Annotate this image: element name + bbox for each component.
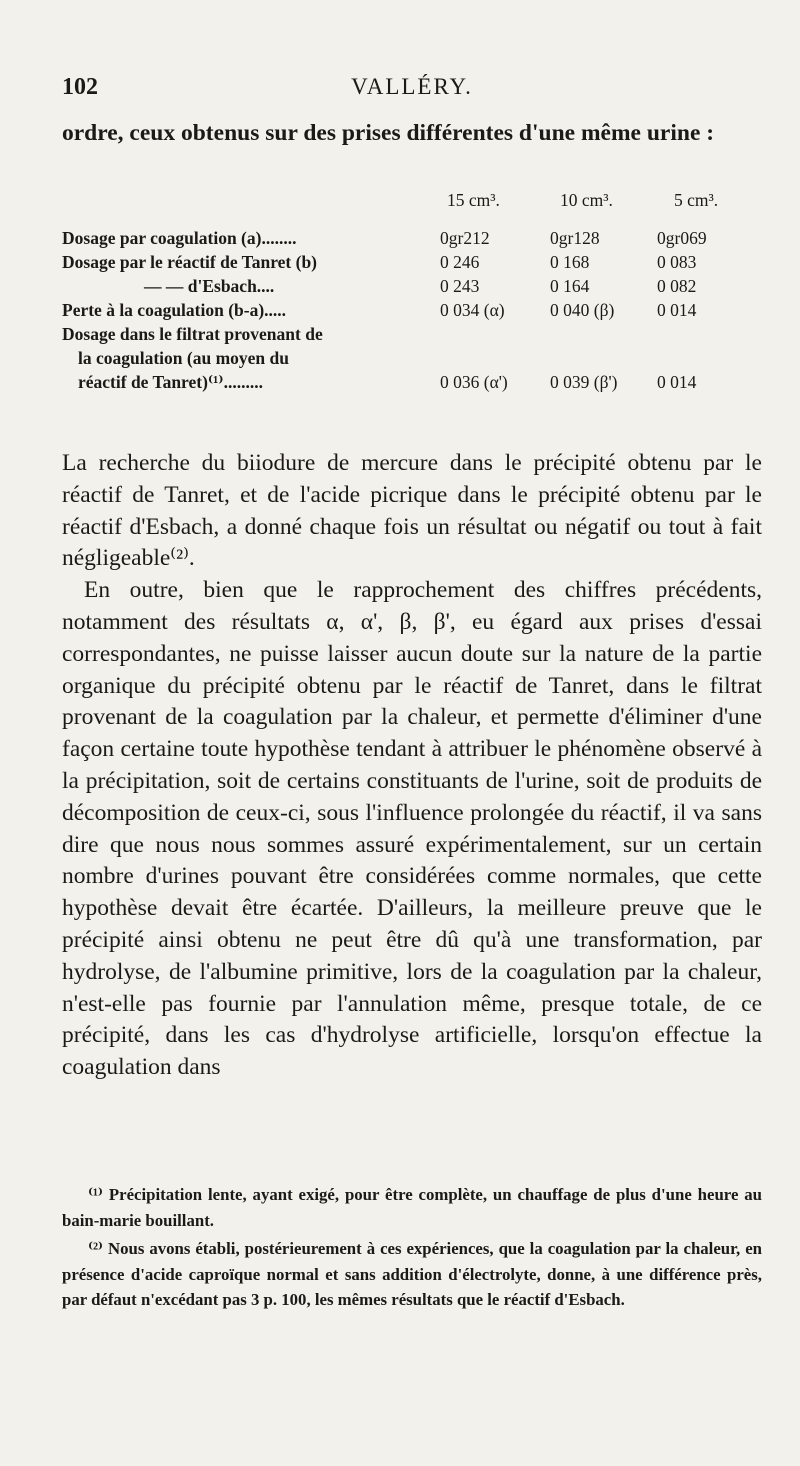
cell-10: 0 039 (β') bbox=[550, 372, 618, 392]
cell-10: 0 164 bbox=[550, 276, 590, 296]
cell-15: 0gr212 bbox=[440, 228, 490, 248]
cell-15: 0 246 bbox=[440, 252, 480, 272]
cell-5: 0 082 bbox=[657, 276, 697, 296]
table-row bbox=[62, 276, 762, 300]
page-number: 102 bbox=[62, 74, 98, 100]
body-text bbox=[62, 448, 762, 1084]
row-label-line: Dosage dans le filtrat provenant de bbox=[62, 324, 323, 344]
row-label: — — d'Esbach.... bbox=[144, 276, 275, 296]
row-label-line: réactif de Tanret)⁽¹⁾......... bbox=[78, 372, 263, 392]
cell-15: 0 034 (α) bbox=[440, 300, 505, 320]
paragraph: La recherche du biiodure de mercure dans le précipité obtenu par le réactif de Tanret, et de l'acide picrique dans le précipité obtenu par le réactif d'Esbach, a donné chaque fois un résultat ou négatif ou tout à fait négligeable⁽²⁾. bbox=[62, 450, 762, 572]
cell-5: 0 083 bbox=[657, 252, 697, 272]
row-label: Dosage par le réactif de Tanret (b) bbox=[62, 252, 318, 272]
table-row bbox=[62, 300, 762, 324]
cell-15: 0 036 (α') bbox=[440, 372, 508, 392]
intro-paragraph: ordre, ceux obtenus sur des prises différentes d'une même urine : bbox=[62, 120, 715, 146]
footnote: ⁽¹⁾ Précipitation lente, ayant exigé, pour être complète, un chauffage de plus d'une heure au bain-marie bouillant. bbox=[62, 1185, 762, 1230]
page-header bbox=[62, 74, 762, 104]
cell-5: 0 014 bbox=[657, 372, 697, 392]
cell-15: 0 243 bbox=[440, 276, 480, 296]
column-header-15: 15 cm³. bbox=[447, 190, 500, 210]
row-label: Perte à la coagulation (b-a)..... bbox=[62, 300, 287, 320]
running-title: VALLÉRY. bbox=[351, 74, 473, 99]
paragraph: En outre, bien que le rapprochement des chiffres précédents, notamment des résultats α, α', β, β', eu égard aux prises d'essai correspondantes, ne puisse laisser aucun doute sur la nature de la partie organique du précipité obtenu par le réactif de Tanret, dans le filtrat provenant de la coagulation par la chaleur, et permette d'éliminer d'une façon certaine toute hypothèse tendant à attribuer le phénomène observé à la précipitation, soit de certains constituants de l'urine, soit de produits de décomposition de ceux-ci, sous l'influence prolongée du réactif, il va sans dire que nous nous sommes assuré expérimentalement, sur un certain nombre d'urines pouvant être considérées comme normales, que cette hypothèse devait être écartée. D'ailleurs, la meilleure preuve que le précipité ainsi obtenu ne peut être dû qu'à une transformation, par hydrolyse, de l'albumine primitive, lors de la coagulation par la chaleur, n'est-elle pas fournie par l'annulation même, presque totale, de ce précipité, dans les cas d'hydrolyse artificielle, lorsqu'on effectue la coagulation dans bbox=[62, 577, 762, 1081]
cell-10: 0 168 bbox=[550, 252, 590, 272]
table-row bbox=[62, 252, 762, 276]
cell-10: 0 040 (β) bbox=[550, 300, 615, 320]
table-row-multiline bbox=[62, 324, 762, 400]
table-header bbox=[62, 190, 762, 214]
cell-10: 0gr128 bbox=[550, 228, 600, 248]
cell-5: 0gr069 bbox=[657, 228, 707, 248]
table-row bbox=[62, 228, 762, 252]
column-header-10: 10 cm³. bbox=[560, 190, 613, 210]
cell-5: 0 014 bbox=[657, 300, 697, 320]
row-label-line: la coagulation (au moyen du bbox=[78, 348, 289, 368]
footnotes bbox=[62, 1182, 762, 1316]
footnote: ⁽²⁾ Nous avons établi, postérieurement à ces expériences, que la coagulation par la chaleur, en présence d'acide caproïque normal et sans addition d'électrolyte, donne, à une différence près, par défaut n'excédant pas 3 p. 100, les mêmes résultats que le réactif d'Esbach. bbox=[62, 1239, 762, 1309]
column-header-5: 5 cm³. bbox=[674, 190, 719, 210]
row-label: Dosage par coagulation (a)........ bbox=[62, 228, 297, 248]
